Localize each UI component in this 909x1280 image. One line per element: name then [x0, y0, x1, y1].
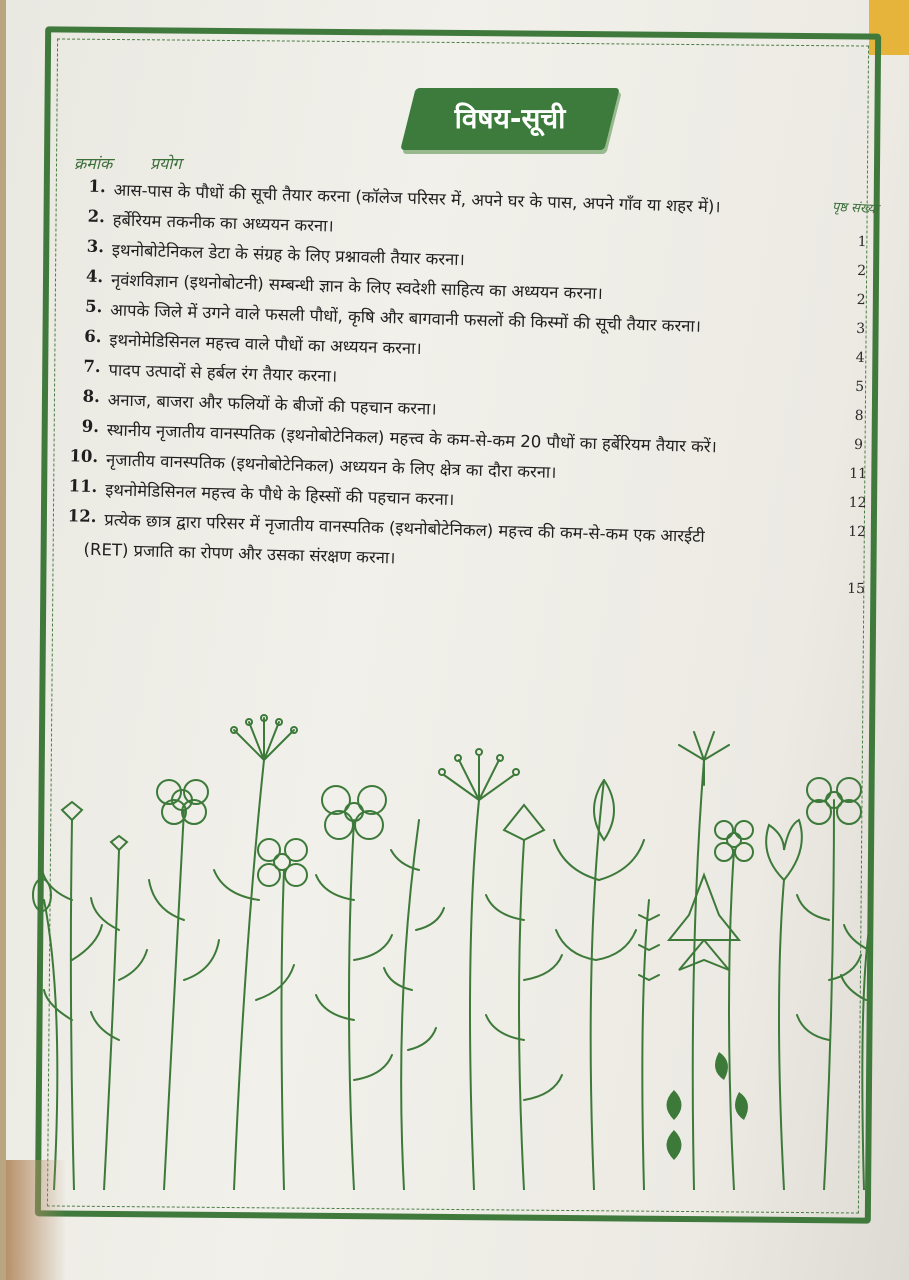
page-number: 2 [857, 262, 867, 280]
toc-text: प्रत्येक छात्र द्वारा परिसर में नृजातीय वानस्पतिक (इथनोबोटेनिकल) महत्त्व की कम-से-कम एक आरईटी [104, 510, 705, 547]
toc-number: 2. [87, 206, 106, 227]
toc-number: 12. [67, 506, 97, 527]
toc-text: इथनोबोटेनिकल डेटा के संग्रह के लिए प्रश्नावली तैयार करना। [111, 240, 466, 270]
page-number: 12 [848, 523, 867, 541]
page-number: 2 [856, 291, 866, 309]
toc-text: इथनोमेडिसिनल महत्त्व के पौधे के हिस्सों की पहचान करना। [104, 480, 455, 510]
page-number: 12 [848, 494, 867, 512]
experiment-column-header: प्रयोग [150, 154, 182, 173]
toc-number: 10. [69, 446, 99, 467]
toc-text: हर्बेरियम तकनीक का अध्ययन करना। [112, 210, 334, 236]
page-number: 4 [855, 349, 865, 367]
toc-number: 7. [83, 356, 101, 377]
toc-number: 3. [86, 236, 105, 257]
toc-text: नृवंशविज्ञान (इथनोबोटनी) सम्बन्धी ज्ञान के लिए स्वदेशी साहित्य का अध्ययन करना। [110, 270, 604, 304]
page-column-header: पृष्ठ संख्या [831, 199, 879, 218]
toc-text: नृजातीय वानस्पतिक (इथनोबोटेनिकल) अध्ययन के लिए क्षेत्र का दौरा करना। [105, 450, 557, 482]
floral-illustration [24, 700, 884, 1190]
page-number: 1 [857, 233, 867, 251]
book-page [6, 0, 909, 1280]
page-number: 9 [853, 436, 864, 454]
page-number: 11 [849, 465, 868, 483]
toc-number: 6. [84, 326, 102, 347]
toc-text: पादप उत्पादों से हर्बल रंग तैयार करना। [108, 360, 338, 386]
toc-text: आपके जिले में उगने वाले फसली पौधों, कृषि और बागवानी फसलों की किस्मों की सूची तैयार करना। [110, 300, 702, 336]
toc-number: 5. [84, 296, 103, 317]
toc-text: स्थानीय नृजातीय वानस्पतिक (इथनोबोटेनिकल) महत्त्व के कम-से-कम 20 पौधों का हर्बेरियम तैयार करें। [106, 420, 718, 457]
toc-number: 4. [85, 266, 104, 287]
toc-text: अनाज, बाजरा और फलियों के बीजों की पहचान करना। [107, 390, 437, 419]
page-number: 8 [854, 407, 864, 425]
toc-number: 11. [68, 476, 98, 497]
toc-text: इथनोमेडिसिनल महत्त्व वाले पौधों का अध्ययन करना। [109, 330, 422, 359]
toc-number: 1. [88, 176, 106, 197]
hand-shadow [6, 1160, 66, 1280]
toc-number: 9. [81, 416, 100, 437]
serial-column-header: क्रमांक [74, 154, 113, 173]
page-number: 5 [855, 378, 865, 396]
page-number: 15 [847, 580, 866, 598]
toc-text-continuation: (RET) प्रजाति का रोपण और उसका संरक्षण करना। [83, 539, 396, 568]
toc-number: 8. [82, 386, 101, 407]
page-title: विषय-सूची [454, 102, 566, 135]
table-of-contents [53, 176, 844, 588]
page-number: 3 [856, 320, 866, 338]
toc-text: आस-पास के पौधों की सूची तैयार करना (कॉलेज परिसर में, अपने घर के पास, अपने गाँव या शहर में)। [113, 180, 721, 217]
